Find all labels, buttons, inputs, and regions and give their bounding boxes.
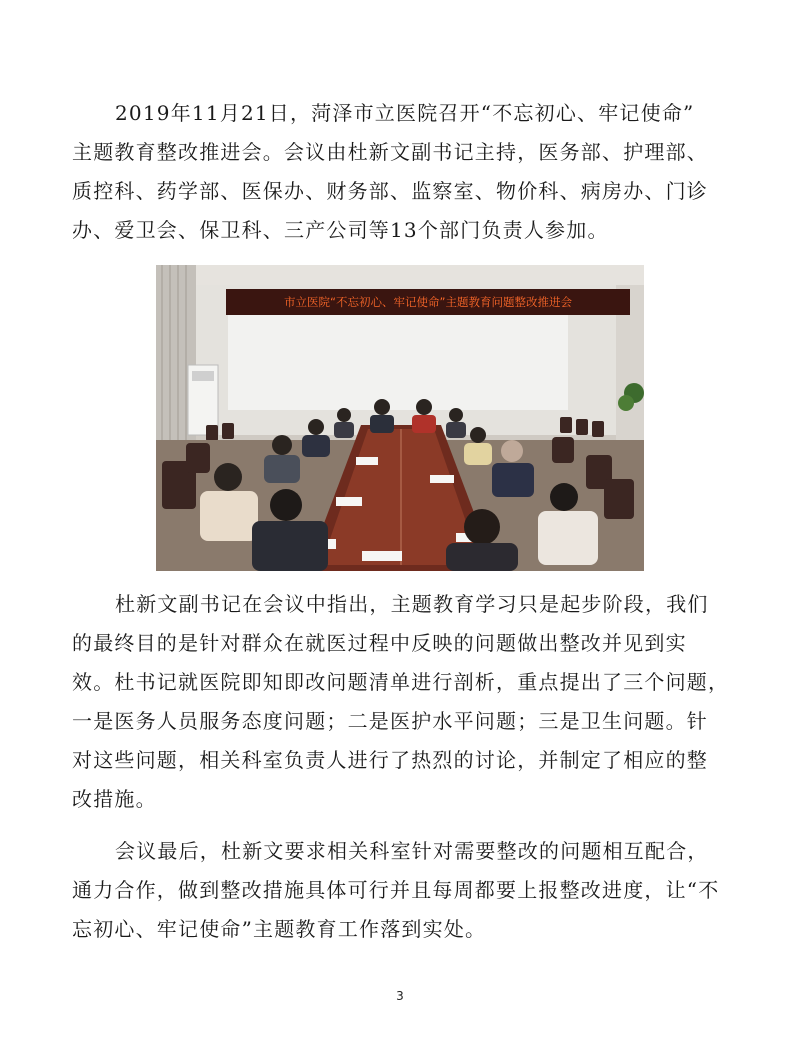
paragraph-meeting-intro bbox=[0, 94, 708, 250]
text-line: 忘初心、牢记使命”主题教育工作落到实处。 bbox=[72, 917, 487, 941]
text-line: 一是医务人员服务态度问题；二是医护水平问题；三是卫生问题。针 bbox=[72, 709, 708, 733]
page-number: 3 bbox=[396, 989, 404, 1003]
paragraph-secretary-remarks bbox=[0, 585, 729, 819]
paragraph-meeting-conclusion bbox=[0, 832, 719, 949]
text-line: 质控科、药学部、医保办、财务部、监察室、物价科、病房办、门诊 bbox=[72, 179, 708, 203]
text-line: 的最终目的是针对群众在就医过程中反映的问题做出整改并见到实 bbox=[72, 631, 687, 655]
text-line: 改措施。 bbox=[72, 787, 157, 811]
text-line: 通力合作，做到整改措施具体可行并且每周都要上报整改进度，让“不 bbox=[72, 878, 720, 902]
text-line: 主题教育整改推进会。会议由杜新文副书记主持，医务部、护理部、 bbox=[72, 140, 708, 164]
text-line: 效。杜书记就医院即知即改问题清单进行剖析，重点提出了三个问题， bbox=[72, 670, 730, 694]
text-line: 2019年11月21日，菏泽市立医院召开“不忘初心、牢记使命” bbox=[115, 101, 695, 125]
banner-text: 市立医院“不忘初心、牢记使命”主题教育问题整改推进会 bbox=[284, 295, 572, 309]
meeting-photo bbox=[156, 265, 644, 571]
text-line: 杜新文副书记在会议中指出，主题教育学习只是起步阶段，我们 bbox=[115, 592, 709, 616]
text-line: 对这些问题，相关科室负责人进行了热烈的讨论，并制定了相应的整 bbox=[72, 748, 708, 772]
text-line: 会议最后，杜新文要求相关科室针对需要整改的问题相互配合， bbox=[115, 839, 709, 863]
text-line: 办、爱卫会、保卫科、三产公司等13个部门负责人参加。 bbox=[72, 218, 609, 242]
